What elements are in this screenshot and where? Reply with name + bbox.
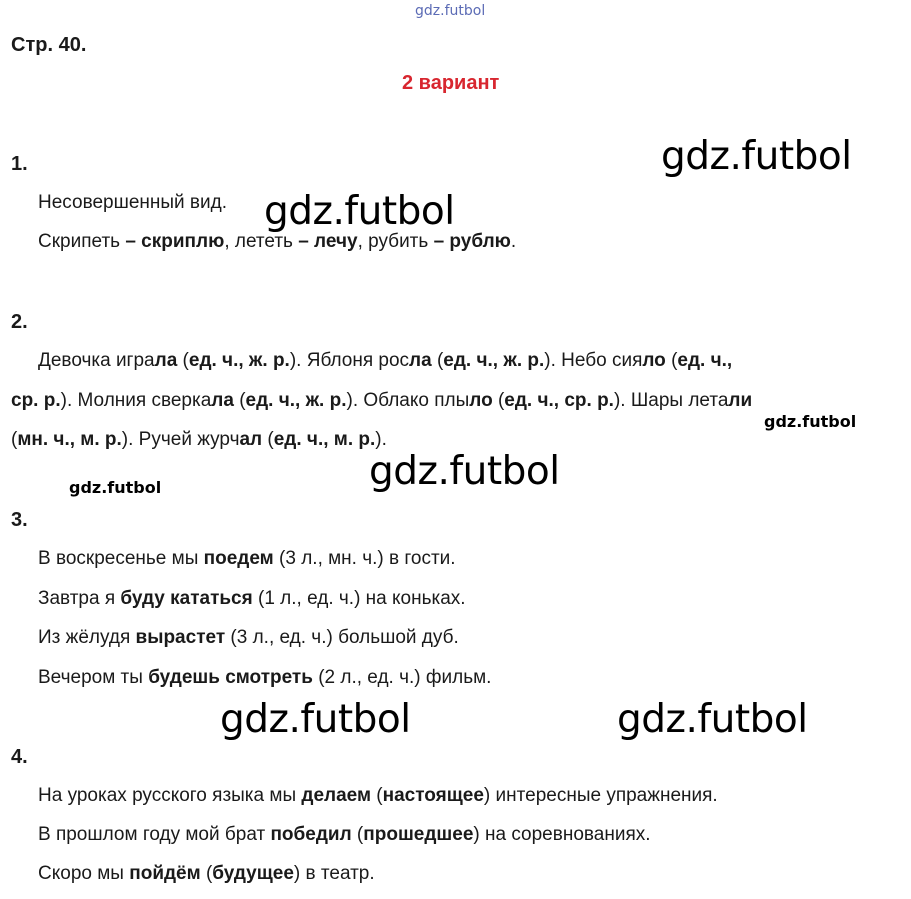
text-run: Из жёлудя (38, 627, 136, 648)
text-run: ( (371, 785, 383, 806)
bold-text: мн. ч., м. р. (17, 429, 122, 450)
answer-line (38, 824, 651, 846)
bold-text: ед. ч., ср. р. (504, 390, 614, 411)
answer-line (38, 548, 456, 570)
answer-line (11, 390, 752, 412)
text-run: ( (200, 863, 213, 884)
bold-text: поедем (203, 548, 274, 569)
bold-text: будешь смотреть (148, 667, 313, 688)
text-run: Вечером ты (38, 667, 149, 688)
text-run: ). (375, 429, 387, 450)
question-number: 2. (11, 311, 28, 333)
answer-line (38, 350, 732, 372)
watermark: gdz.futbol (69, 478, 162, 497)
answer-line (11, 429, 387, 451)
answer-line: Несовершенный вид. (38, 192, 227, 213)
text-run: . (510, 231, 517, 252)
answer-line (38, 588, 466, 610)
bold-text: настоящее (382, 785, 484, 806)
bold-text: прошедшее (363, 824, 474, 845)
question-number: 4. (11, 746, 28, 768)
bold-text: ла (409, 350, 432, 371)
bold-text: ал (239, 429, 263, 450)
answer-line (38, 627, 459, 649)
watermark: gdz.futbol (617, 697, 808, 742)
text-run: (1 л., ед. ч.) на коньках. (252, 588, 466, 609)
text-run: ). Молния сверка (60, 390, 212, 411)
bold-text: ед. ч., ж. р. (245, 390, 347, 411)
bold-text: ед. ч., ж. р. (443, 350, 545, 371)
text-run: , рубить (357, 231, 434, 252)
bold-text: ед. ч., (677, 350, 733, 371)
watermark: gdz.futbol (764, 412, 857, 431)
text-run: На уроках русского языка мы (38, 785, 302, 806)
answer-line (38, 667, 491, 689)
watermark: gdz.futbol (369, 449, 560, 494)
bold-text: ла (154, 350, 178, 371)
text-run: ). Шары лета (613, 390, 729, 411)
bold-text: ло (642, 350, 666, 371)
text-run: Завтра я (38, 588, 121, 609)
text-run: ( (665, 350, 678, 371)
text-run: Скрипеть (38, 231, 126, 252)
answer-line (38, 863, 375, 885)
bold-text: ли (728, 390, 753, 411)
text-run: ( (11, 429, 18, 450)
text-run: Скоро мы (38, 863, 130, 884)
text-run: (2 л., ед. ч.) фильм. (312, 667, 492, 688)
watermark-top: gdz.futbol (415, 3, 486, 19)
text-run: ) в театр. (293, 863, 375, 884)
text-run: В воскресенье мы (38, 548, 204, 569)
watermark: gdz.futbol (661, 134, 852, 179)
text-run: ). Ручей журч (121, 429, 240, 450)
text-run: Девочка игра (38, 350, 155, 371)
bold-text: делаем (301, 785, 372, 806)
question-number: 1. (11, 153, 28, 175)
text-run: ( (177, 350, 189, 371)
text-run: , лететь (224, 231, 299, 252)
text-run: (3 л., ед. ч.) большой дуб. (225, 627, 459, 648)
bold-text: вырастет (135, 627, 226, 648)
text-run: ) на соревнованиях. (473, 824, 651, 845)
bold-text: ед. ч., ж. р. (188, 350, 290, 371)
text-run: ) интересные упражнения. (483, 785, 718, 806)
text-run: ( (233, 390, 246, 411)
bold-text: пойдём (129, 863, 201, 884)
text-run: ). Небо сия (544, 350, 643, 371)
text-run: ). Облако плы (346, 390, 470, 411)
bold-text: – скриплю (125, 231, 225, 252)
bold-text: буду кататься (120, 588, 253, 609)
bold-text: – рублю (433, 231, 511, 252)
bold-text: ед. ч., м. р. (273, 429, 376, 450)
answer-line (38, 785, 718, 807)
page-title: Стр. 40. (11, 34, 87, 56)
watermark: gdz.futbol (220, 697, 411, 742)
variant-heading: 2 вариант (402, 72, 500, 94)
text-run: ( (351, 824, 364, 845)
bold-text: – лечу (298, 231, 358, 252)
text-run: ( (262, 429, 274, 450)
text-run: (3 л., мн. ч.) в гости. (273, 548, 456, 569)
bold-text: победил (270, 824, 352, 845)
bold-text: ср. р. (11, 390, 61, 411)
bold-text: будущее (212, 863, 294, 884)
text-run: В прошлом году мой брат (38, 824, 271, 845)
text-run: ( (492, 390, 505, 411)
bold-text: ла (211, 390, 234, 411)
question-number: 3. (11, 509, 28, 531)
bold-text: ло (469, 390, 493, 411)
text-run: ( (431, 350, 444, 371)
watermark: gdz.futbol (264, 189, 455, 234)
text-run: ). Яблоня рос (289, 350, 410, 371)
answer-line (38, 231, 516, 253)
